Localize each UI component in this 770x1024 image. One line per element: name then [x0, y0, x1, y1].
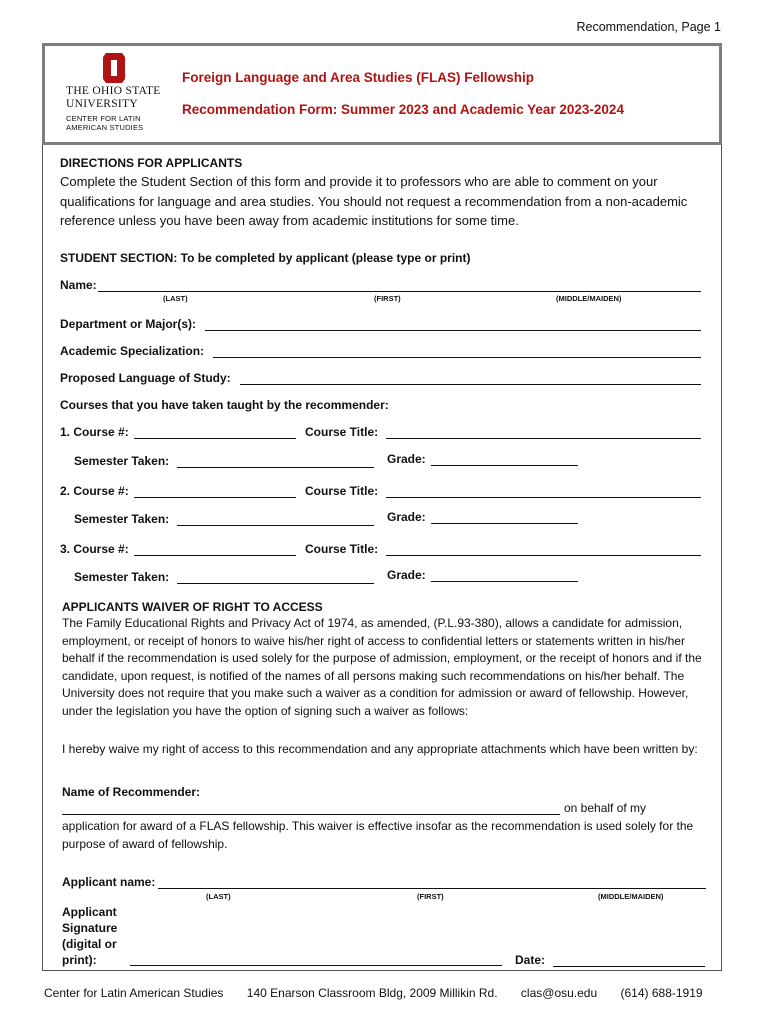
page-header-label: Recommendation, Page 1	[576, 20, 721, 34]
course-2-number-field[interactable]	[134, 497, 296, 498]
department-label: Department or Major(s):	[60, 317, 197, 331]
course-3-semester-field[interactable]	[177, 583, 374, 584]
student-section-heading: STUDENT SECTION: To be completed by applicant (please type or print)	[60, 251, 471, 265]
footer-org: Center for Latin American Studies	[44, 986, 224, 1000]
date-label: Date:	[515, 953, 546, 967]
course-2-grade-field[interactable]	[431, 523, 578, 524]
footer	[44, 986, 724, 1000]
footer-address: 140 Enarson Classroom Bldg, 2009 Millikin Rd.	[246, 986, 498, 1000]
behalf-text: on behalf of my	[564, 801, 647, 815]
form-title: Foreign Language and Area Studies (FLAS) Fellowship	[182, 70, 535, 85]
waiver-body: The Family Educational Rights and Privacy Act of 1974, as amended, (P.L.93-380), allows a candidate for admission, employment, or receipt of honors to waive his/her right of access to confidential letters or statements written in his/her behalf if the recommendation is used solely for the purpose of admission, employment, or the receipt of honors and if the candidate, upon request, is notified of the names of all persons making such recommendations on his/her behalf. The University does not require that you make such a waiver as a condition for admission or award of fellowship. However, under the legislation you have the option of signing such a waiver as follows:	[62, 616, 702, 718]
language-label: Proposed Language of Study:	[60, 371, 231, 385]
name-label: Name:	[60, 278, 97, 292]
footer-phone: (614) 688-1919	[620, 986, 703, 1000]
waiver-heading: APPLICANTS WAIVER OF RIGHT TO ACCESS	[62, 600, 323, 614]
course-2-title-label: Course Title:	[305, 484, 379, 498]
course-1-grade-label: Grade:	[387, 452, 426, 466]
recommender-label: Name of Recommender:	[62, 785, 201, 799]
waiver-statement: I hereby waive my right of access to this recommendation and any appropriate attachments which have been written by:	[62, 742, 698, 756]
waiver-continuation: application for award of a FLAS fellowship. This waiver is effective insofar as the recommendation is used solely for the purpose of award of fellowship.	[62, 819, 694, 851]
course-1-semester-field[interactable]	[177, 467, 374, 468]
course-3-semester-label: Semester Taken:	[74, 570, 170, 584]
course-2-semester-field[interactable]	[177, 525, 374, 526]
directions-heading: DIRECTIONS FOR APPLICANTS	[60, 156, 243, 170]
form-subtitle: Recommendation Form: Summer 2023 and Academic Year 2023-2024	[182, 102, 624, 117]
applicant-middle-sublabel: (MIDDLE/MAIDEN)	[598, 892, 664, 901]
date-field[interactable]	[553, 966, 705, 967]
course-3-title-label: Course Title:	[305, 542, 379, 556]
course-1-number-label: 1. Course #:	[60, 425, 129, 439]
department-field[interactable]	[205, 330, 701, 331]
last-sublabel: (LAST)	[163, 294, 188, 303]
specialization-label: Academic Specialization:	[60, 344, 205, 358]
name-field[interactable]	[98, 291, 701, 292]
course-3-grade-field[interactable]	[431, 581, 578, 582]
signature-field[interactable]	[130, 965, 502, 966]
course-1-grade-field[interactable]	[431, 465, 578, 466]
course-2-number-label: 2. Course #:	[60, 484, 129, 498]
course-3-title-field[interactable]	[386, 555, 701, 556]
applicant-first-sublabel: (FIRST)	[417, 892, 444, 901]
directions-body: Complete the Student Section of this form and provide it to professors who are able to comment on your qualifications for language and area studies. You should not request a recommendation from a non-academic reference unless you have been away from academic institutions for some time.	[60, 174, 688, 228]
course-2-semester-label: Semester Taken:	[74, 512, 170, 526]
block-o-icon	[103, 53, 125, 83]
course-2-grade-label: Grade:	[387, 510, 426, 524]
center-name: CENTER FOR LATIN AMERICAN STUDIES	[66, 114, 144, 132]
university-name: THE OHIO STATE UNIVERSITY	[66, 85, 161, 110]
course-3-grade-label: Grade:	[387, 568, 426, 582]
course-1-semester-label: Semester Taken:	[74, 454, 170, 468]
course-3-number-label: 3. Course #:	[60, 542, 129, 556]
recommender-field[interactable]	[62, 814, 560, 815]
course-1-title-field[interactable]	[386, 438, 701, 439]
middle-sublabel: (MIDDLE/MAIDEN)	[556, 294, 622, 303]
osu-logo	[66, 53, 166, 133]
applicant-name-field[interactable]	[158, 888, 706, 889]
specialization-field[interactable]	[213, 357, 701, 358]
footer-email[interactable]: clas@osu.edu	[520, 986, 598, 1000]
courses-heading: Courses that you have taken taught by the recommender:	[60, 398, 389, 412]
course-1-number-field[interactable]	[134, 438, 296, 439]
applicant-last-sublabel: (LAST)	[206, 892, 231, 901]
applicant-name-label: Applicant name:	[62, 875, 156, 889]
first-sublabel: (FIRST)	[374, 294, 401, 303]
language-field[interactable]	[240, 384, 701, 385]
course-3-number-field[interactable]	[134, 555, 296, 556]
course-1-title-label: Course Title:	[305, 425, 379, 439]
course-2-title-field[interactable]	[386, 497, 701, 498]
signature-label: Applicant Signature (digital or print):	[62, 905, 118, 967]
